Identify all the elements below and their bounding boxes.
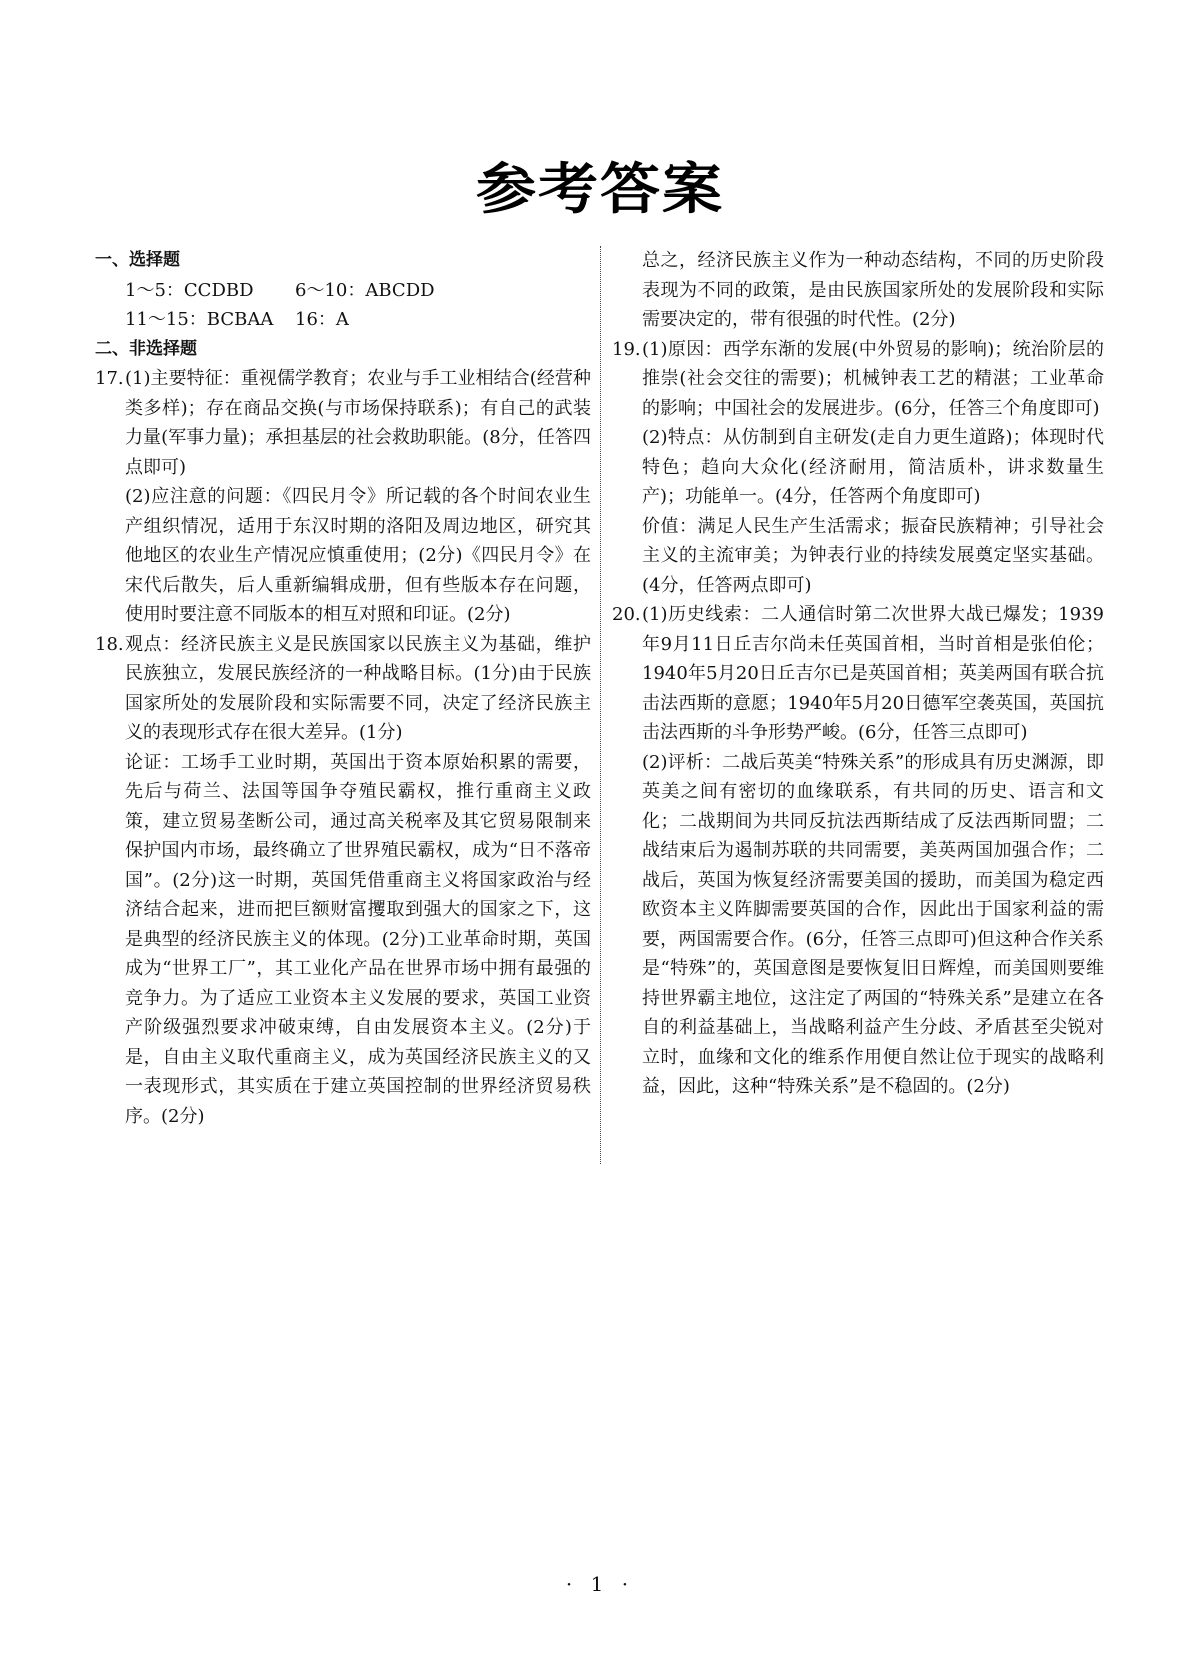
question-19 xyxy=(612,335,1104,601)
mc-answers-11-15: 11～15：BCBAA xyxy=(125,309,274,330)
question-19-number: 19. xyxy=(612,338,641,360)
question-19-part-1: (1)原因：西学东渐的发展(中外贸易的影响)；统治阶层的推崇(社会交往的需要)；机械钟表工艺的精湛；工业革命的影响；中国社会的发展进步。(6分，任答三个角度即可) xyxy=(642,338,1104,419)
question-19-value: 价值：满足人民生产生活需求；振奋民族精神；引导社会主义的主流审美；为钟表行业的持续发展奠定坚实基础。(4分，任答两点即可) xyxy=(642,515,1104,596)
question-18 xyxy=(95,630,591,1132)
question-17-part-1: (1)主要特征：重视儒学教育；农业与手工业相结合(经营种类多样)；存在商品交换(与市场保持联系)；有自己的武装力量(军事力量)；承担基层的社会救助职能。(8分，任答四点即可) xyxy=(125,368,591,478)
right-column xyxy=(612,246,1104,1102)
mc-answers-row-2 xyxy=(95,305,591,335)
question-18-conclusion: 总之，经济民族主义作为一种动态结构，不同的历史阶段表现为不同的政策，是由民族国家所处的发展阶段和实际需要决定的，带有很强的时代性。(2分) xyxy=(642,250,1104,330)
question-17-number: 17. xyxy=(95,368,124,389)
question-18-continued xyxy=(612,246,1104,335)
question-18-argument: 论证：工场手工业时期，英国出于资本原始积累的需要，先后与荷兰、法国等国争夺殖民霸权，推行重商主义政策，建立贸易垄断公司，通过高关税率及其它贸易限制来保护国内市场，最终确立了世界殖民霸权，成为“日不落帝国”。(2分)这一时期，英国凭借重商主义将国家政治与经济结合起来，进而把巨额财富攫取到强大的国家之下，这是典型的经济民族主义的体现。(2分)工业革命时期，英国成为“世界工厂”，其工业化产品在世界市场中拥有最强的竞争力。为了适应工业资本主义发展的要求，英国工业资产阶级强烈要求冲破束缚，自由发展资本主义。(2分)于是，自由主义取代重商主义，成为英国经济民族主义的又一表现形式，其实质在于建立英国控制的世界经济贸易秩序。(2分) xyxy=(125,751,591,1127)
question-18-viewpoint: 观点：经济民族主义是民族国家以民族主义为基础，维护民族独立，发展民族经济的一种战略目标。(1分)由于民族国家所处的发展阶段和实际需要不同，决定了经济民族主义的表现形式存在很大差异。(1分) xyxy=(125,633,591,743)
mc-answers-16: 16：A xyxy=(295,309,349,330)
question-17 xyxy=(95,364,591,630)
mc-answers-6-10: 6～10：ABCDD xyxy=(295,279,435,301)
section-multiple-choice-heading: 一、选择题 xyxy=(95,250,180,270)
left-column xyxy=(95,246,591,1131)
question-20-part-2: (2)评析：二战后英美“特殊关系”的形成具有历史渊源，即英美之间有密切的血缘联系，有共同的历史、语言和文化；二战期间为共同反抗法西斯结成了反法西斯同盟；二战结束后为遏制苏联的共同需要，美英两国加强合作；二战后，英国为恢复经济需要美国的援助，而美国为稳定西欧资本主义阵脚需要英国的合作，因此出于国家利益的需要，两国需要合作。(6分，任答三点即可)但这种合作关系是“特殊”的，英国意图是要恢复旧日辉煌，而美国则要维持世界霸主地位，这注定了两国的“特殊关系”是建立在各自的利益基础上，当战略利益产生分歧、矛盾甚至尖锐对立时，血缘和文化的维系作用便自然让位于现实的战略利益，因此，这种“特殊关系”是不稳固的。(2分) xyxy=(642,751,1104,1097)
question-20-part-1: (1)历史线索：二人通信时第二次世界大战已爆发；1939年9月11日丘吉尔尚未任英国首相，当时首相是张伯伦；1940年5月20日丘吉尔已是英国首相；英美两国有联合抗击法西斯的意愿；1940年5月20日德军空袭英国，英国抗击法西斯的斗争形势严峻。(6分，任答三点即可) xyxy=(642,604,1104,743)
question-20 xyxy=(612,600,1104,1102)
page-number: · 1 · xyxy=(565,1572,635,1596)
column-divider xyxy=(600,246,601,1164)
mc-answers-1-5: 1～5：CCDBD xyxy=(125,279,254,301)
mc-answers-row-1 xyxy=(95,276,591,306)
question-20-number: 20. xyxy=(612,604,641,625)
question-19-part-2: (2)特点：从仿制到自主研发(走自力更生道路)；体现时代特色；趋向大众化(经济耐用，简洁质朴，讲求数量生产)；功能单一。(4分，任答两个角度即可) xyxy=(642,427,1104,507)
question-18-number: 18. xyxy=(95,633,124,655)
question-17-part-2: (2)应注意的问题：《四民月令》所记载的各个时间农业生产组织情况，适用于东汉时期的洛阳及周边地区，研究其他地区的农业生产情况应慎重使用；(2分)《四民月令》在宋代后散失，后人重新编辑成册，但有些版本存在问题，使用时要注意不同版本的相互对照和印证。(2分) xyxy=(125,486,591,625)
section-non-choice-heading: 二、非选择题 xyxy=(95,338,197,359)
page-title: 参考答案 xyxy=(476,157,724,222)
